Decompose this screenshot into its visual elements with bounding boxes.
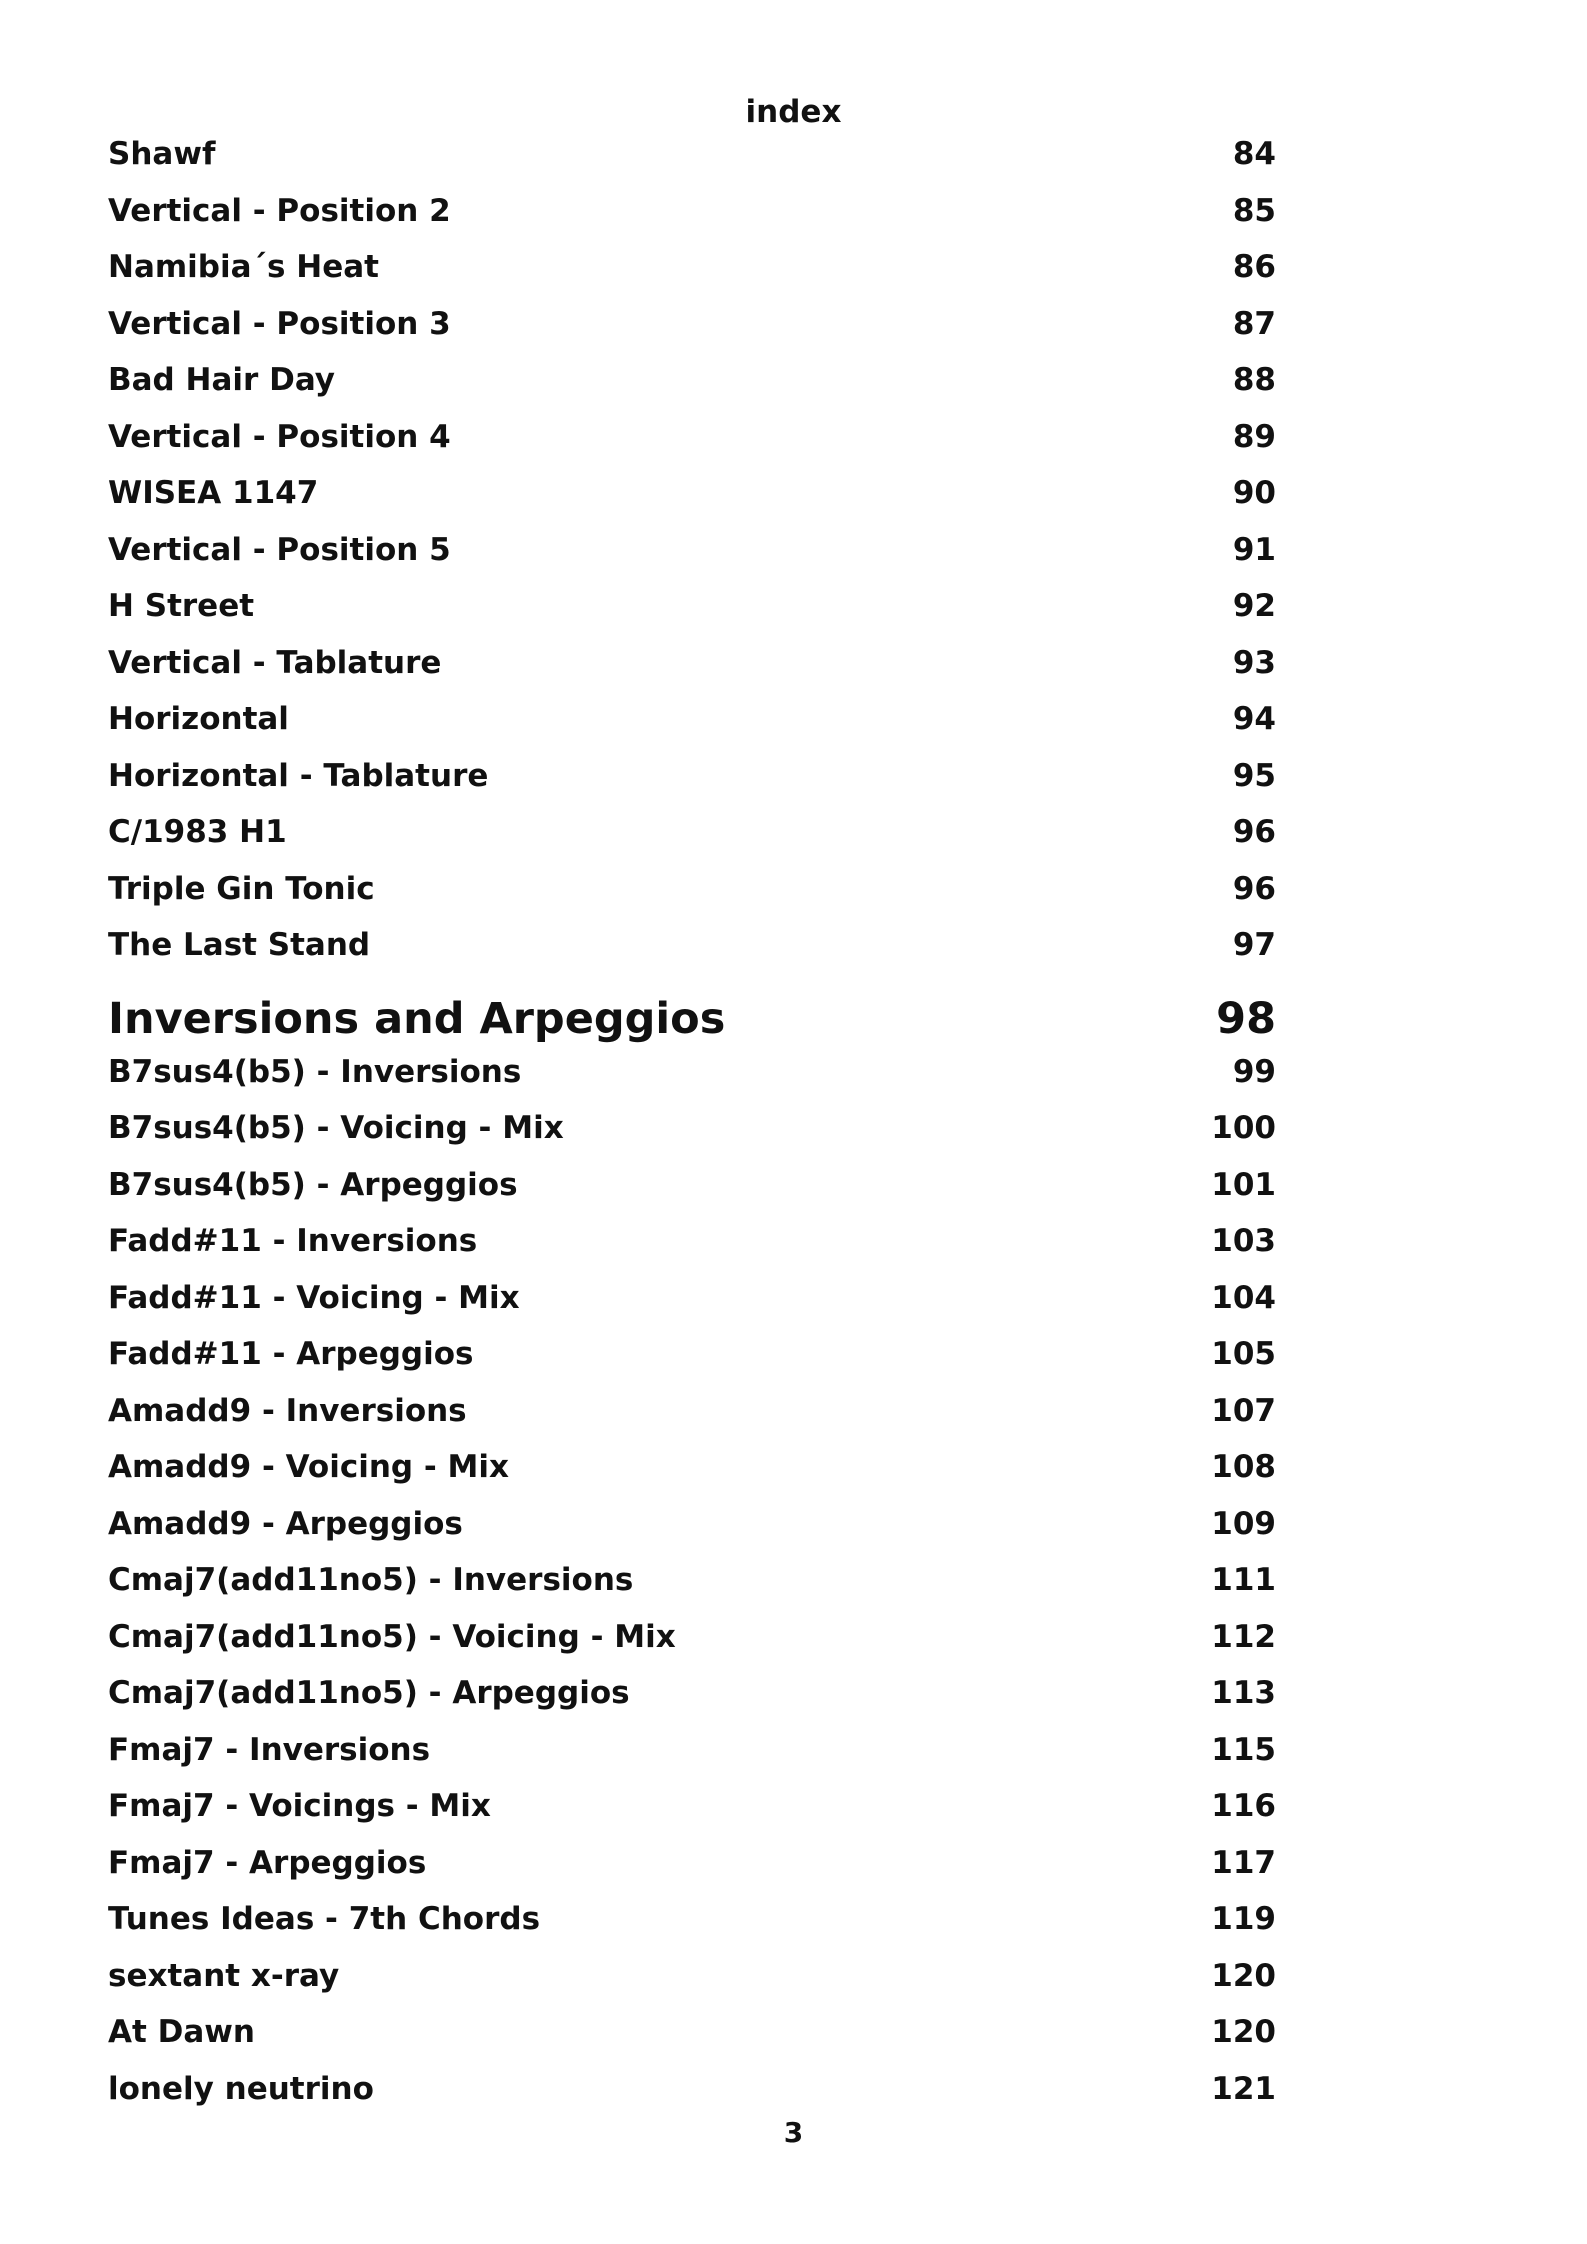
toc-entry-page: 113 (1211, 1675, 1276, 1711)
toc-entry (108, 925, 1276, 982)
toc-entry (108, 191, 1276, 248)
toc-entry-title: Vertical - Position 5 (108, 531, 451, 568)
toc-entry-title: Fmaj7 - Voicings - Mix (108, 1788, 491, 1824)
toc-entry (108, 1786, 1276, 1843)
toc-entry-page: 107 (1211, 1392, 1276, 1429)
toc-entry (108, 586, 1276, 643)
toc-entry-title: Cmaj7(add11no5) - Arpeggios (108, 1675, 630, 1711)
toc-entry (108, 134, 1276, 191)
toc-entry (108, 1108, 1276, 1165)
toc-entry (108, 1730, 1276, 1787)
toc-entry (108, 530, 1276, 587)
toc-entry-title: Cmaj7(add11no5) - Inversions (108, 1562, 634, 1598)
toc-entry (108, 1504, 1276, 1561)
toc-entry (108, 247, 1276, 304)
toc-entry (108, 869, 1276, 926)
toc-entry-page: 112 (1211, 1618, 1276, 1655)
toc-entry-page: 84 (1232, 136, 1276, 172)
toc-entry-title: The Last Stand (108, 927, 371, 963)
toc-entry-page: 105 (1211, 1336, 1276, 1372)
toc-entry (108, 1843, 1276, 1900)
toc-entry-title: Fadd#11 - Inversions (108, 1223, 478, 1259)
toc-entry (108, 1165, 1276, 1222)
toc-entry (108, 1617, 1276, 1674)
toc-entry-title: WISEA 1147 (108, 475, 319, 511)
toc-entry-page: 103 (1211, 1223, 1276, 1259)
toc-entry (108, 1673, 1276, 1730)
toc-entry-page: 111 (1211, 1562, 1276, 1598)
toc-entry-page: 90 (1232, 475, 1276, 511)
toc-section-heading (108, 982, 1276, 1052)
toc-entry-title: At Dawn (108, 2014, 255, 2050)
toc-entry-page: 109 (1211, 1505, 1276, 1542)
toc-entry (108, 1334, 1276, 1391)
toc-entry-title: Horizontal (108, 701, 289, 737)
page-title: index (745, 94, 842, 130)
toc-entry-title: B7sus4(b5) - Voicing - Mix (108, 1110, 564, 1146)
toc-entry-title: Vertical - Position 3 (108, 305, 451, 342)
toc-entry-page: 91 (1232, 531, 1276, 568)
toc-entry-page: 99 (1232, 1053, 1276, 1090)
toc-entry-page: 108 (1211, 1449, 1276, 1485)
toc-entry-title: B7sus4(b5) - Inversions (108, 1053, 522, 1090)
toc-entry-title: C/1983 H1 (108, 814, 287, 850)
toc-entry (108, 756, 1276, 813)
toc-entry-title: Bad Hair Day (108, 362, 336, 398)
toc-entry-title: H Street (108, 588, 255, 624)
toc-entry (108, 1899, 1276, 1956)
toc-entry (108, 1221, 1276, 1278)
toc-entry (108, 473, 1276, 530)
toc-entry (108, 1956, 1276, 2013)
toc-entry-title: Amadd9 - Voicing - Mix (108, 1449, 510, 1485)
toc-entry-page: 92 (1232, 588, 1276, 624)
toc-entry-page: 121 (1211, 2070, 1276, 2107)
toc-entry-title: Triple Gin Tonic (108, 870, 375, 907)
toc-entry-page: 101 (1211, 1166, 1276, 1203)
toc-entry-page: 117 (1211, 1844, 1276, 1881)
toc-entry (108, 417, 1276, 474)
toc-entry-title: Fadd#11 - Voicing - Mix (108, 1279, 520, 1316)
toc-entry-page: 93 (1232, 644, 1276, 681)
toc-entry-title: Vertical - Position 4 (108, 418, 451, 455)
toc-entry-title: B7sus4(b5) - Arpeggios (108, 1166, 518, 1203)
toc-entry-title: Vertical - Position 2 (108, 192, 451, 229)
toc-entry-title: Vertical - Tablature (108, 644, 442, 681)
toc-entry-title: Cmaj7(add11no5) - Voicing - Mix (108, 1618, 676, 1655)
page-number: 3 (783, 2116, 804, 2149)
toc-entry-page: 97 (1232, 927, 1276, 963)
table-of-contents (108, 134, 1276, 2125)
toc-entry-page: 85 (1232, 192, 1276, 229)
toc-entry-title: Amadd9 - Inversions (108, 1392, 467, 1429)
toc-entry (108, 1447, 1276, 1504)
toc-entry-page: 100 (1211, 1110, 1276, 1146)
toc-entry-page: 104 (1211, 1279, 1276, 1316)
toc-entry-title: sextant x-ray (108, 1957, 340, 1994)
toc-entry-title: Fadd#11 - Arpeggios (108, 1336, 474, 1372)
toc-entry (108, 812, 1276, 869)
toc-entry-page: 95 (1232, 757, 1276, 794)
toc-entry (108, 360, 1276, 417)
toc-entry-title: Fmaj7 - Inversions (108, 1731, 431, 1768)
toc-entry-page: 94 (1232, 701, 1276, 737)
toc-entry-page: 88 (1232, 362, 1276, 398)
toc-entry-page: 115 (1211, 1731, 1276, 1768)
toc-entry-page: 116 (1211, 1788, 1276, 1824)
toc-entry-page: 89 (1232, 418, 1276, 455)
toc-entry-title: Tunes Ideas - 7th Chords (108, 1901, 541, 1937)
toc-entry (108, 304, 1276, 361)
toc-entry (108, 643, 1276, 700)
toc-entry-page: 120 (1211, 1957, 1276, 1994)
toc-entry-title: Fmaj7 - Arpeggios (108, 1844, 427, 1881)
toc-entry-title: Horizontal - Tablature (108, 757, 489, 794)
toc-entry-page: 87 (1232, 305, 1276, 342)
toc-entry (108, 1560, 1276, 1617)
toc-entry-title: Namibia´s Heat (108, 249, 379, 285)
toc-entry (108, 1052, 1276, 1109)
toc-entry-title: Shawf (108, 136, 216, 172)
toc-entry-page: 98 (1216, 993, 1276, 1044)
toc-entry (108, 2012, 1276, 2069)
toc-entry (108, 1391, 1276, 1448)
toc-entry-page: 120 (1211, 2014, 1276, 2050)
toc-entry-page: 119 (1211, 1901, 1276, 1937)
toc-entry (108, 1278, 1276, 1335)
toc-entry-title: Inversions and Arpeggios (108, 993, 726, 1044)
toc-entry (108, 699, 1276, 756)
toc-entry-page: 86 (1232, 249, 1276, 285)
toc-entry-page: 96 (1232, 870, 1276, 907)
toc-entry-page: 96 (1232, 814, 1276, 850)
toc-entry-title: lonely neutrino (108, 2070, 374, 2107)
toc-entry-title: Amadd9 - Arpeggios (108, 1505, 463, 1542)
